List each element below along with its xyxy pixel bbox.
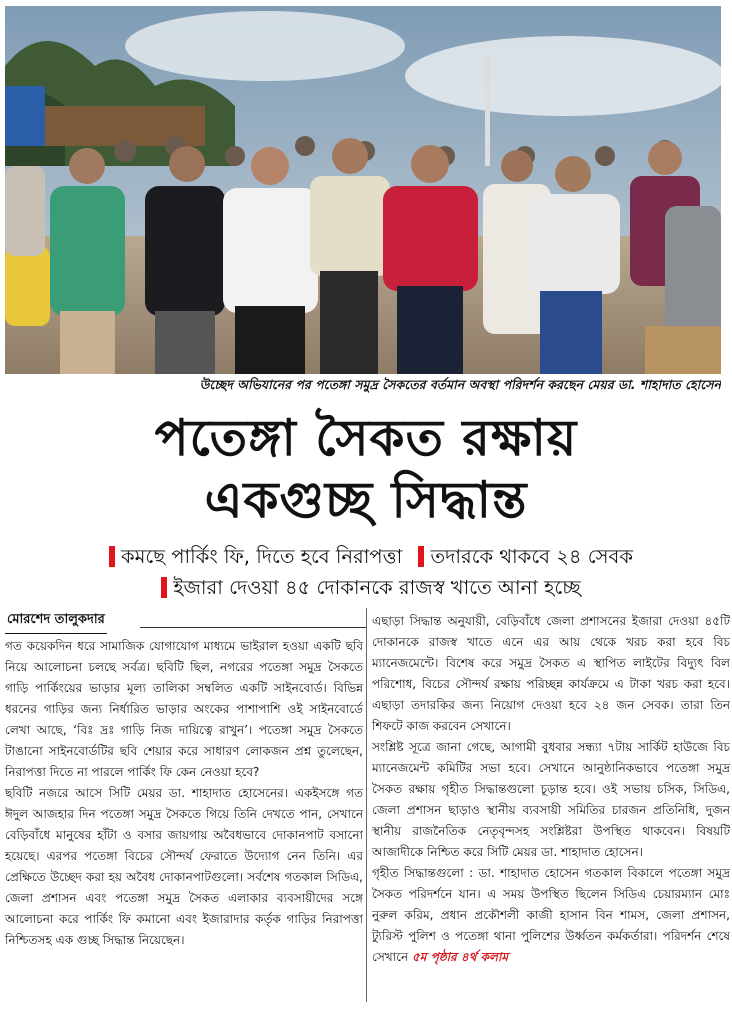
subhead: কমছে পার্কিং ফি, দিতে হবে নিরাপত্তা xyxy=(120,545,403,568)
photo-caption: উচ্ছেদ অভিযানের পর পতেঙ্গা সমুদ্র সৈকতের বর্তমান অবস্থা পরিদর্শন করছেন মেয়র ডা. শাহাদাত হোসেন xyxy=(199,377,721,392)
news-photo xyxy=(5,6,721,374)
paragraph: গৃহীত সিদ্ধান্তগুলো : ডা. শাহাদাত হোসেন গতকাল বিকালে পতেঙ্গা সমুদ্র সৈকত পরিদর্শনে যান। এ সময় উপস্থিত ছিলেন সিডিএ চেয়ারম্যান মোঃ নুরুল করিম, প্রধান প্রকৌশলী কাজী হাসান বিন শামস, জেলা প্রশাসন, ট্যুরিস্ট পুলিশ ও পতেঙ্গা থানা পুলিশের উর্ধ্বতন কর্মকর্তারা। পরিদর্শন শেষে সেখানে xyxy=(372,866,730,964)
headline-line-2: একগুচ্ছ সিদ্ধান্ত xyxy=(204,471,528,529)
subhead: তদারকে থাকবে ২৪ সেবক xyxy=(430,545,634,568)
paragraph: এছাড়া সিদ্ধান্ত অনুযায়ী, বেড়িবাঁধে জেলা প্রশাসনের ইজারা দেওয়া ৪৫টি দোকানকে রাজস্ব খাতে এনে এর আয় থেকে খরচ করা হবে বিচ ম্যানেজমেন্টে। বিশেষ করে সমুদ্র সৈকত এ স্থাপিত লাইটের বিদ্যুৎ বিল পরিশোধ, বিচের সৌন্দর্য রক্ষায় পরিচ্ছন্ন কার্যক্রমে এ টাকা খরচ করা হবে। এছাড়া তদারকির জন্য নিয়োগ দেওয়া হবে ২৪ জন সেবক। তারা তিন শিফটে কাজ করবেন সেখানে। xyxy=(372,614,730,733)
subheads-row-1 xyxy=(0,544,732,570)
article-column-right xyxy=(372,611,730,968)
column-divider xyxy=(366,608,367,1002)
red-bar-icon xyxy=(109,546,115,567)
crowd-photo-icon xyxy=(5,6,721,374)
red-bar-icon xyxy=(161,577,167,598)
subhead: ইজারা দেওয়া ৪৫ দোকানকে রাজস্ব খাতে আনা হচ্ছে xyxy=(173,576,581,599)
jump-link[interactable]: ৫ম পৃষ্ঠার ৪র্থ কলাম xyxy=(411,950,509,964)
paragraph: ছবিটি নজরে আসে সিটি মেয়র ডা. শাহাদাত হোসেনের। একইসঙ্গে গত ঈদুল আজহার দিন পতেঙ্গা সমুদ্র সৈকতে গিয়ে তিনি দেখতে পান, সেখানে বেড়িবাঁধে মানুষের হাঁটা ও বসার জায়গায় অবৈধভাবে দোকানপাট বসানো হয়েছে। এরপর পতেঙ্গা বিচের সৌন্দর্য ফেরাতে উদ্যোগ নেন তিনি। এর প্রেক্ষিতে উচ্ছেদ করা হয় অবৈধ দোকানপাটগুলো। সর্বশেষ গতকাল সিডিএ, জেলা প্রশাসন এবং পতেঙ্গা সমুদ্র সৈকত এলাকার ব্যবসায়ীদের সঙ্গে আলোচনা করে পার্কিং ফি কমানো এবং ইজারাদার কর্তৃক গাড়ির নিরাপত্তা নিশ্চিতসহ এক গুচ্ছ সিদ্ধান্ত নিয়েছেন। xyxy=(5,786,363,947)
byline-rule xyxy=(140,627,366,628)
paragraph: সংশ্লিষ্ট সূত্রে জানা গেছে, আগামী বুধবার সন্ধ্যা ৭টায় সার্কিট হাউজে বিচ ম্যানেজমেন্ট কমিটির সভা হবে। সেখানে আনুষ্ঠানিকভাবে পতেঙ্গা সমুদ্র সৈকত রক্ষায় গৃহীত সিদ্ধান্তগুলো চূড়ান্ত হবে। ওই সভায় চসিক, সিডিএ, জেলা প্রশাসন ছাড়াও স্থানীয় ব্যবসায়ী সমিতির চারজন প্রতিনিধি, দুজন স্থানীয় রাজনৈতিক নেতৃবৃন্দসহ সংশ্লিষ্টরা উপস্থিত থাকবেন। বিষয়টি আজাদীকে নিশ্চিত করে সিটি মেয়র ডা. শাহাদাত হোসেন। xyxy=(372,740,730,859)
subheads-row-2 xyxy=(0,575,732,601)
paragraph: গত কয়েকদিন ধরে সামাজিক যোগাযোগ মাধ্যমে ভাইরাল হওয়া একটি ছবি নিয়ে আলোচনা চলছে সর্বত্র। ছবিটি ছিল, নগরের পতেঙ্গা সমুদ্র সৈকতে গাড়ি পার্কিংয়ের ভাড়ার মূল্য তালিকা সম্বলিত একটি সাইনবোর্ড। বিভিন্ন ধরনের গাড়ির জন্য নির্ধারিত ভাড়ার অংকের পাশাপাশি ওই সাইনবোর্ডে লেখা আছে, ‘বিঃ দ্রঃ গাড়ি নিজ দায়িত্বে রাখুন’। পতেঙ্গা সমুদ্র সৈকতে টাঙানো সাইনবোর্ডটির ছবি শেয়ার করে সাধারণ লোকজন প্রশ্ন তুলেছেন, নিরাপত্তা দিতে না পারলে পার্কিং ফি কেন নেওয়া হবে? xyxy=(5,639,363,779)
article-column-left xyxy=(5,636,363,951)
paragraph-last xyxy=(372,863,730,968)
byline: মোরশেদ তালুকদার xyxy=(5,609,107,634)
headline-line-1: পতেঙ্গা সৈকত রক্ষায় xyxy=(154,409,578,467)
red-bar-icon xyxy=(418,546,424,567)
